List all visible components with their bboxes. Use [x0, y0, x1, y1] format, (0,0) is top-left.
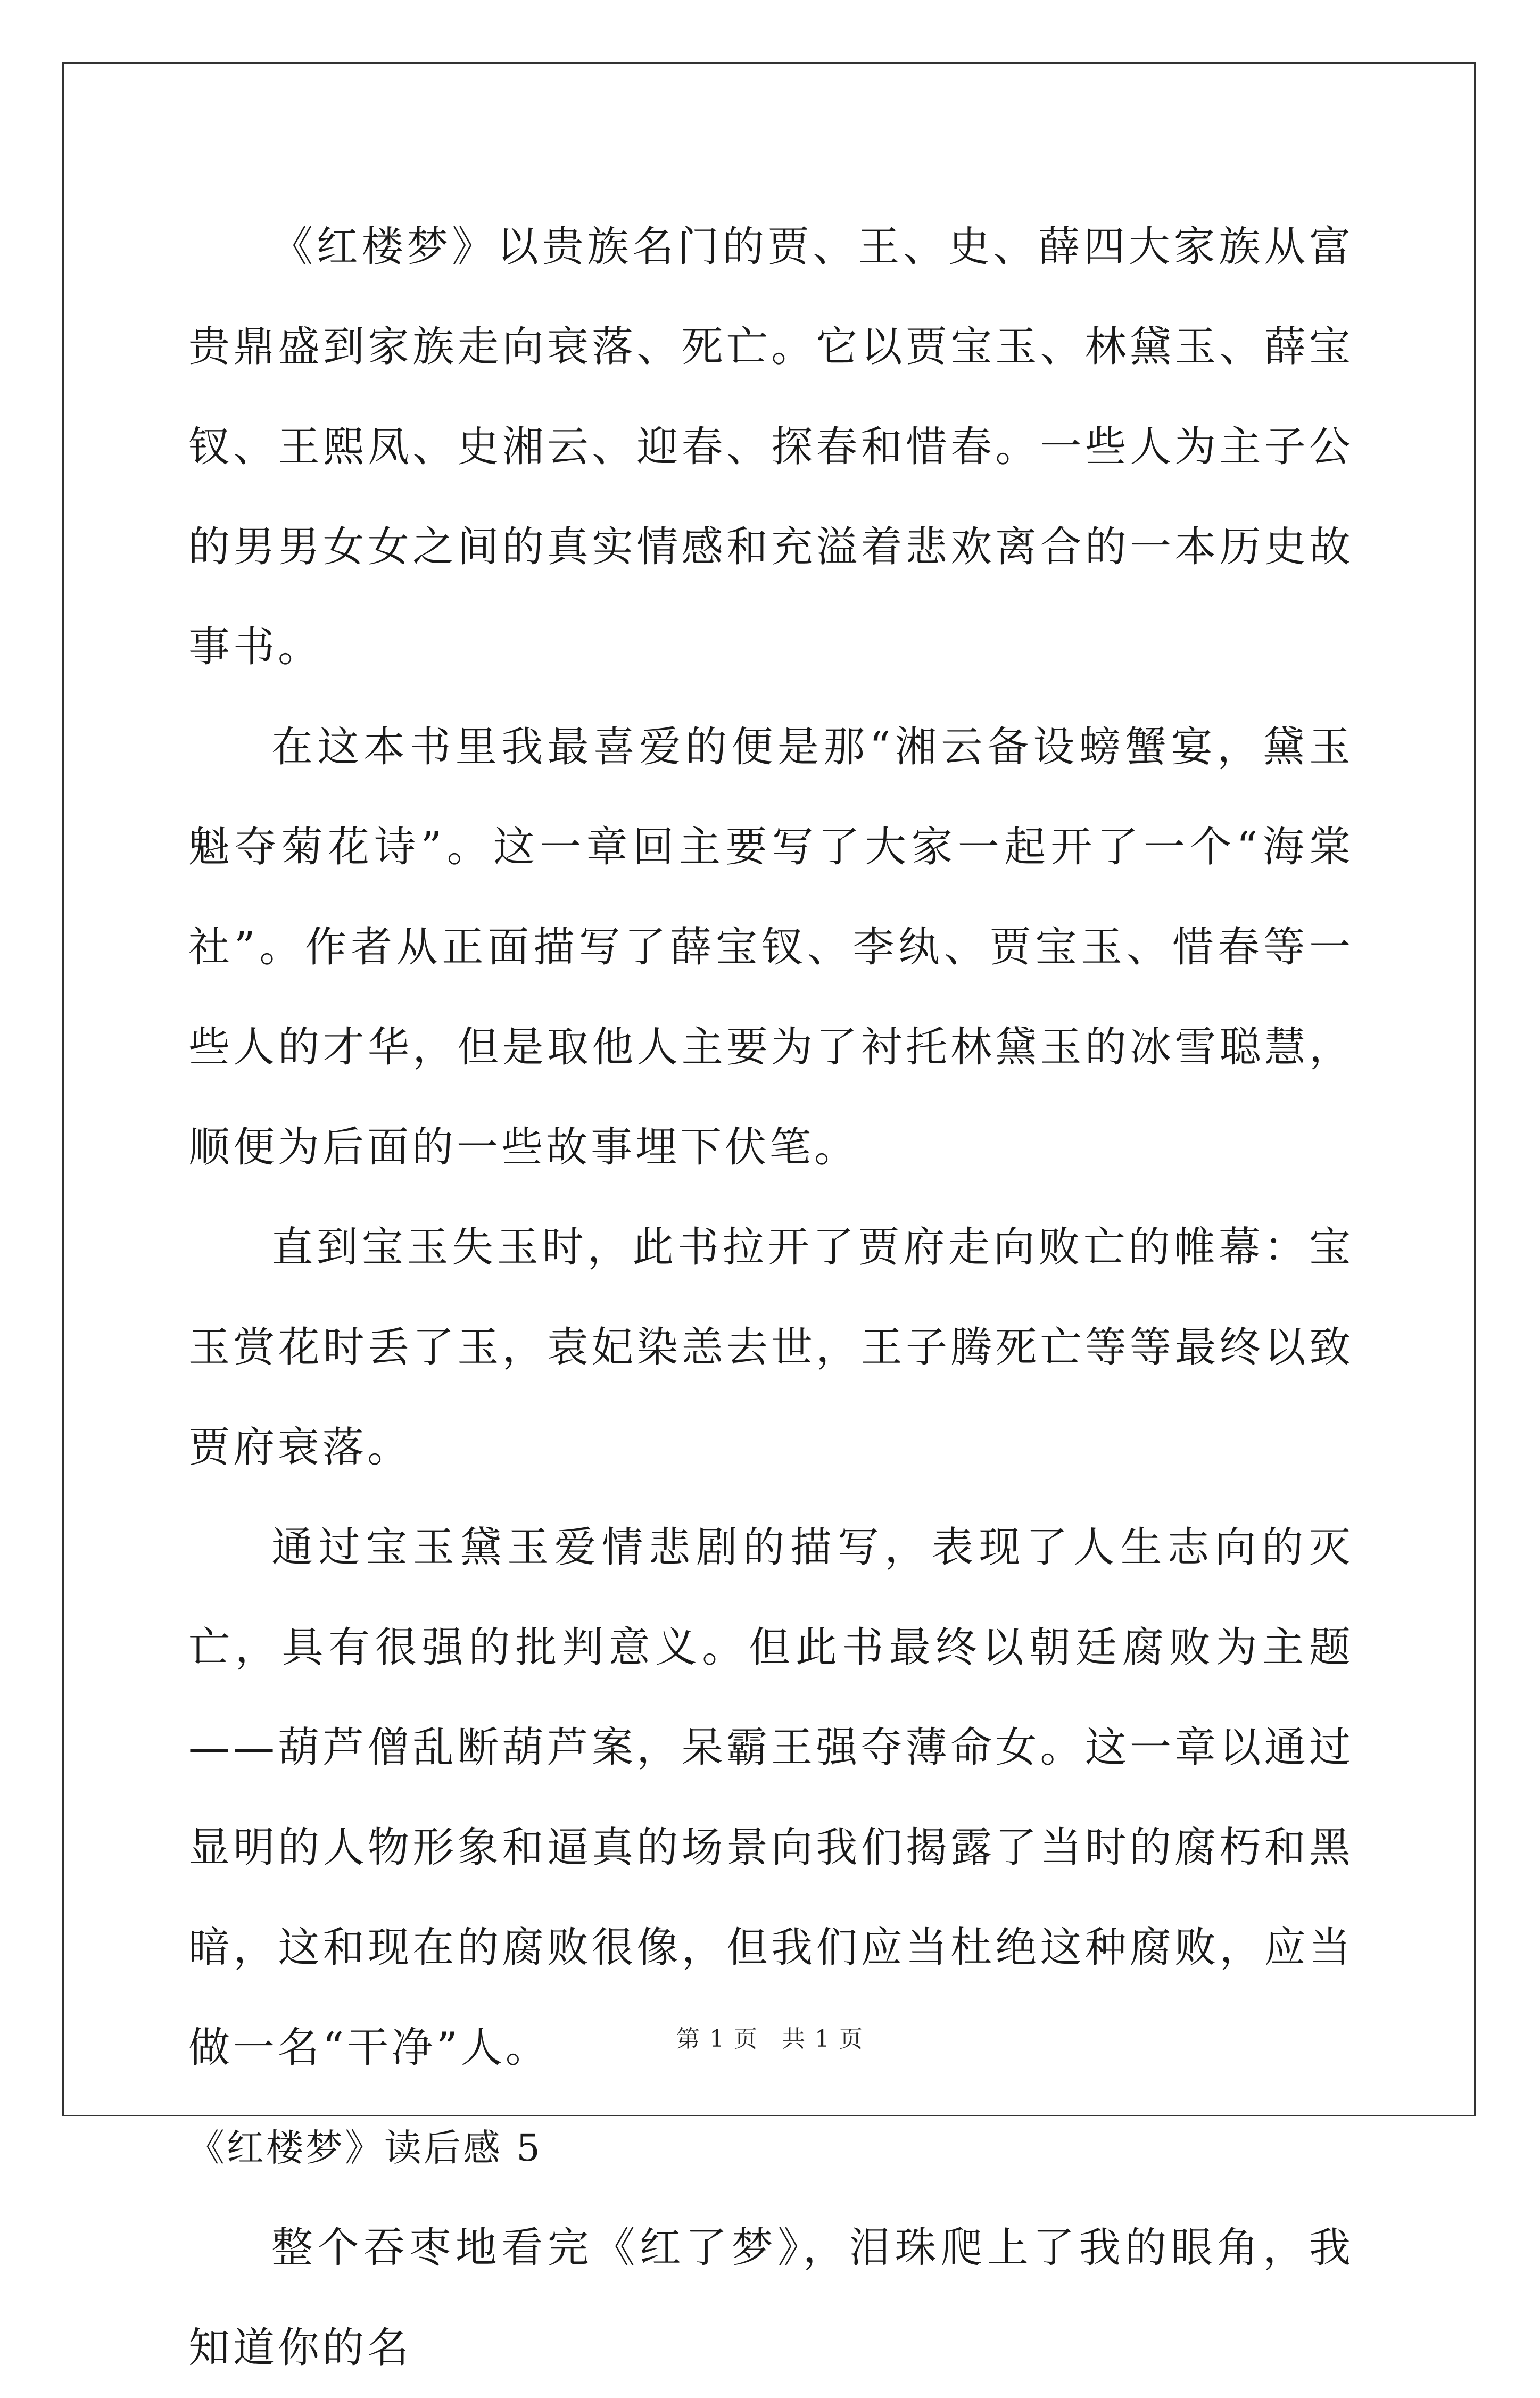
paragraph-5: 整个吞枣地看完《红了梦》，泪珠爬上了我的眼角，我知道你的名: [188, 2224, 1354, 2372]
page-footer: [0, 2020, 1540, 2054]
paragraph-1: 《红楼梦》以贵族名门的贾、王、史、薛四大家族从富贵鼎盛到家族走向衰落、死亡。它以贾宝玉、林黛玉、薛宝钗、王熙凤、史湘云、迎春、探春和惜春。一些人为主子公的男男女女之间的真实情感和充溢着悲欢离合的一本历史故事书。: [188, 223, 1354, 671]
paragraph-2: 在这本书里我最喜爱的便是那“湘云备设螃蟹宴，黛玉魁夺菊花诗”。这一章回主要写了大家一起开了一个“海棠社”。作者从正面描写了薛宝钗、李纨、贾宝玉、惜春等一些人的才华，但是取他人主要为了衬托林黛玉的冰雪聪慧，顺便为后面的一些故事埋下伏笔。: [188, 723, 1354, 1171]
paragraph-3: 直到宝玉失玉时，此书拉开了贾府走向败亡的帷幕：宝玉赏花时丢了玉，袁妃染恙去世，王子腾死亡等等最终以致贾府衰落。: [188, 1223, 1354, 1471]
page-number: 第 1 页: [676, 2025, 758, 2053]
section-heading: 《红楼梦》读后感 5: [187, 2126, 542, 2170]
total-pages: 共 1 页: [782, 2025, 864, 2053]
paragraph-4: 通过宝玉黛玉爱情悲剧的描写，表现了人生志向的灭亡，具有很强的批判意义。但此书最终以朝廷腐败为主题——葫芦僧乱断葫芦案，呆霸王强夺薄命女。这一章以通过显明的人物形象和逼真的场景向我们揭露了当时的腐朽和黑暗，这和现在的腐败很像，但我们应当杜绝这种腐败，应当做一名“干净”人。: [188, 1524, 1354, 2072]
document-body: [188, 197, 1354, 2398]
